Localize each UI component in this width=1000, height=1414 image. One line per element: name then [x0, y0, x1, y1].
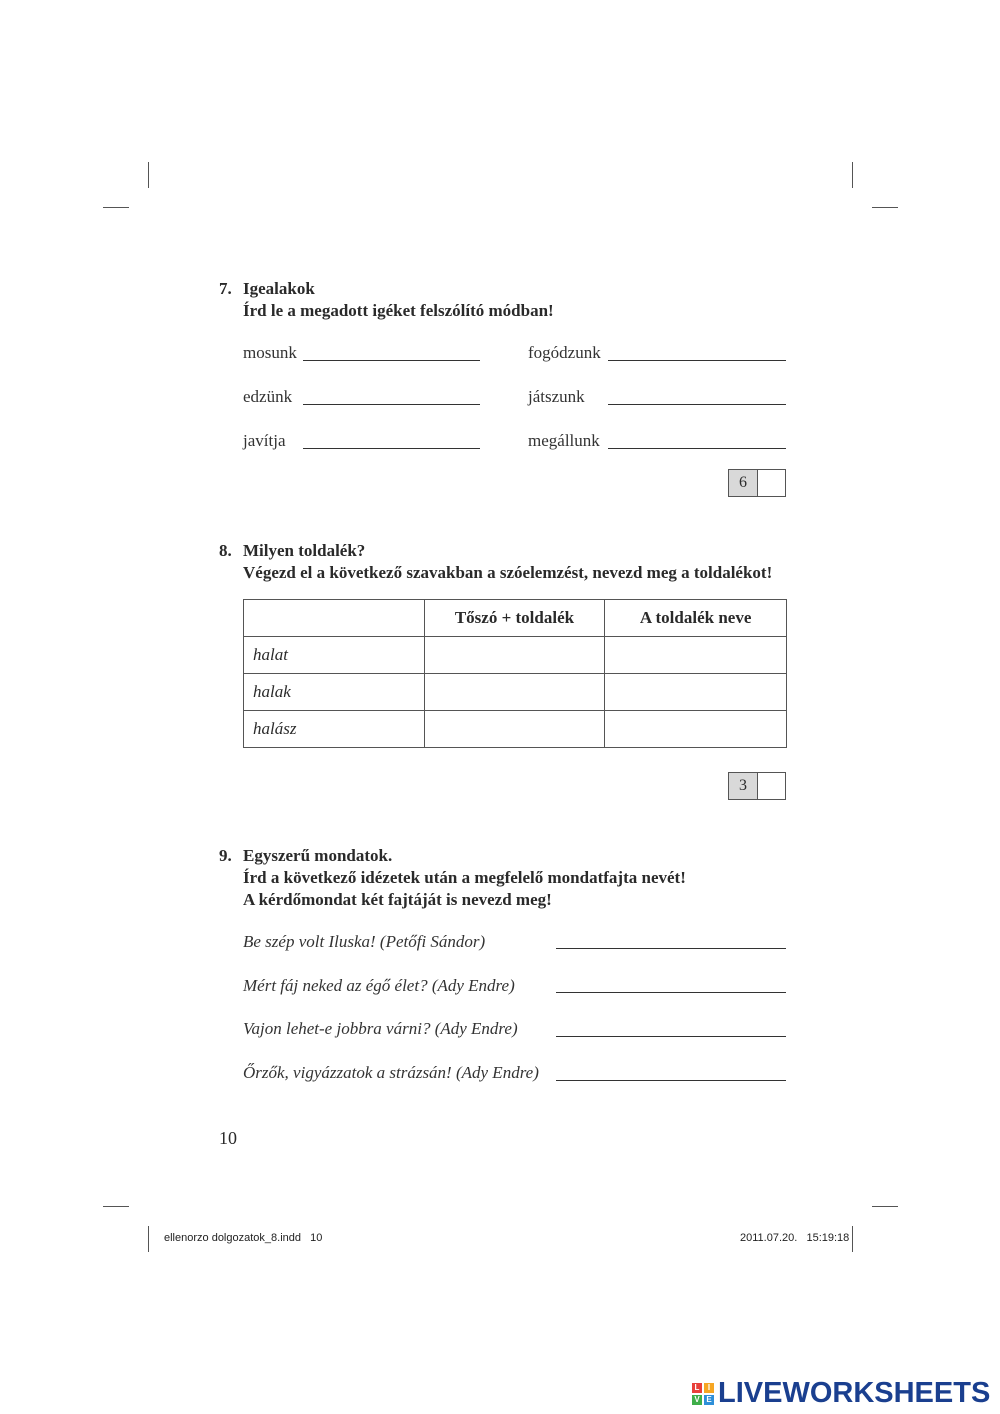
task9-heading: [219, 845, 686, 911]
logo-grid-icon: [692, 1383, 714, 1405]
task7-score-input[interactable]: [758, 470, 785, 496]
answer-line[interactable]: [303, 360, 480, 361]
task9-number: 9.: [219, 846, 232, 865]
answer-line[interactable]: [556, 948, 786, 949]
task8-title: Milyen toldalék?: [243, 541, 366, 560]
crop-mark: [103, 1206, 129, 1207]
task7-word: mosunk: [243, 343, 297, 362]
table-word: halak: [244, 674, 425, 711]
task7-word: játszunk: [528, 387, 585, 406]
quote: Be szép volt Iluska! (Petőfi Sándor): [243, 932, 486, 951]
answer-cell[interactable]: [605, 674, 787, 711]
task7-number: 7.: [219, 279, 232, 298]
task7-title: Igealakok: [243, 279, 315, 298]
answer-cell[interactable]: [424, 637, 605, 674]
answer-line[interactable]: [556, 1036, 786, 1037]
crop-mark: [852, 162, 853, 188]
task8-heading: [219, 540, 772, 584]
task7-word: megállunk: [528, 431, 600, 450]
table-word: halat: [244, 637, 425, 674]
task9-instruction: Írd a következő idézetek után a megfelelő mondatfajta nevét!: [243, 868, 686, 887]
crop-mark: [852, 1226, 853, 1252]
table-row: [244, 637, 787, 674]
crop-mark: [872, 207, 898, 208]
task7-word: fogódzunk: [528, 343, 601, 362]
quote: Őrzők, vigyázzatok a strázsán! (Ady Endre): [243, 1063, 539, 1082]
logo-letter: V: [692, 1395, 702, 1405]
liveworksheets-logo: [692, 1377, 990, 1410]
task8-instruction: Végezd el a következő szavakban a szóelemzést, nevezd meg a toldalékot!: [243, 563, 773, 582]
logo-letter: E: [704, 1395, 714, 1405]
answer-cell[interactable]: [605, 711, 787, 748]
answer-line[interactable]: [608, 360, 786, 361]
table-header: Tőszó + toldalék: [424, 600, 605, 637]
crop-mark: [148, 162, 149, 188]
task9-instruction: A kérdőmondat két fajtáját is nevezd meg!: [243, 890, 552, 909]
table-header: [244, 600, 425, 637]
task8-points: 3: [729, 773, 758, 799]
table-row: [244, 674, 787, 711]
table-row: [244, 711, 787, 748]
table-header-row: [244, 600, 787, 637]
crop-mark: [103, 207, 129, 208]
page-number: 10: [219, 1128, 237, 1148]
footer-file: ellenorzo dolgozatok_8.indd 10: [164, 1232, 323, 1244]
task7-instruction: Írd le a megadott igéket felszólító módban!: [243, 301, 554, 320]
task8-number: 8.: [219, 541, 232, 560]
footer-timestamp: 2011.07.20. 15:19:18: [740, 1232, 850, 1244]
answer-line[interactable]: [556, 1080, 786, 1081]
answer-line[interactable]: [556, 992, 786, 993]
table-header: A toldalék neve: [605, 600, 787, 637]
quote: Mért fáj neked az égő élet? (Ady Endre): [243, 976, 515, 995]
crop-mark: [872, 1206, 898, 1207]
crop-mark: [148, 1226, 149, 1252]
answer-line[interactable]: [608, 448, 786, 449]
logo-letter: I: [704, 1383, 714, 1393]
answer-cell[interactable]: [605, 637, 787, 674]
answer-line[interactable]: [608, 404, 786, 405]
logo-letter: L: [692, 1383, 702, 1393]
logo-text: LIVEWORKSHEETS: [718, 1377, 991, 1409]
quote: Vajon lehet-e jobbra várni? (Ady Endre): [243, 1019, 518, 1038]
task7-word: javítja: [243, 431, 286, 450]
table-word: halász: [244, 711, 425, 748]
task8-score-input[interactable]: [758, 773, 785, 799]
answer-line[interactable]: [303, 404, 480, 405]
task7-score-box: [728, 469, 786, 497]
task7-points: 6: [729, 470, 758, 496]
answer-cell[interactable]: [424, 711, 605, 748]
task7-word: edzünk: [243, 387, 293, 406]
task9-title: Egyszerű mondatok.: [243, 846, 393, 865]
task8-score-box: [728, 772, 786, 800]
analysis-table: [243, 599, 787, 748]
answer-cell[interactable]: [424, 674, 605, 711]
task7-heading: [219, 278, 554, 322]
answer-line[interactable]: [303, 448, 480, 449]
